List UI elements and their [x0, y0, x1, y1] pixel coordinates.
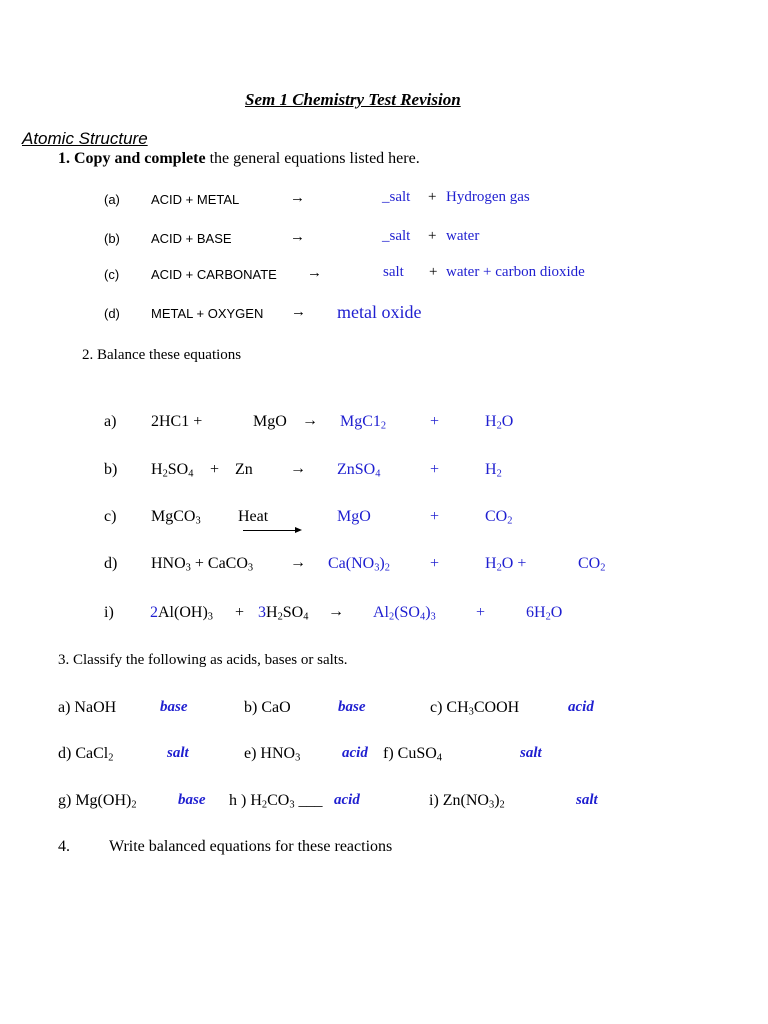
section-heading: Atomic Structure — [22, 129, 148, 148]
arrow-icon: → — [290, 460, 306, 477]
arrow-icon — [295, 527, 302, 533]
q2-plus-reactants: + — [235, 604, 245, 621]
q1-answer-2: water — [446, 228, 480, 244]
arrow-icon: → — [290, 229, 305, 245]
arrow-icon: → — [328, 603, 344, 620]
q2-reactant-1: 2HC1 + — [151, 413, 203, 430]
q3-item-a: a) NaOH — [58, 699, 117, 716]
q1-lhs: ACID + BASE — [151, 231, 232, 246]
q1-answer-1: salt — [383, 264, 404, 280]
q2-reactant-1: MgCO$_3$ — [151, 508, 201, 527]
coefficient: 2 — [150, 604, 158, 621]
q3-item-b: b) CaO — [244, 699, 291, 716]
q1-label: (a) — [104, 192, 120, 207]
q1-plus: + — [428, 228, 437, 244]
q1-lhs: METAL + OXYGEN — [151, 306, 264, 321]
q2-product-2: $6H_2O$ — [526, 604, 563, 623]
q2-plus: + — [476, 604, 486, 621]
q3-answer-d: salt — [167, 745, 189, 761]
q3-answer-i: salt — [576, 792, 598, 808]
q2-reactants: $HNO_3$ + CaCO$_3$ — [151, 555, 254, 574]
q1-label: (b) — [104, 231, 120, 246]
q2-product-1: MgO — [337, 508, 371, 525]
q4-number: 4. — [58, 838, 70, 855]
q3-answer-a: base — [160, 699, 188, 715]
q2-reactant-1: $2Al(OH)_3$ — [150, 604, 213, 623]
q2-plus: + — [430, 508, 440, 525]
arrow-icon: → — [290, 190, 305, 206]
q3-heading: 3. Classify the following as acids, bases or salts. — [58, 652, 348, 668]
q2-product-1: $Ca(NO_3)_2$ — [328, 555, 390, 574]
arrow-icon: → — [302, 412, 318, 429]
q3-item-e: e) $HNO_3$ — [244, 745, 301, 764]
q2-label: b) — [104, 461, 118, 478]
q3-item-c: c) $CH_3COOH$ — [430, 699, 520, 718]
q2-product-2: $CO_2$ — [485, 508, 513, 527]
q1-lhs: ACID + METAL — [151, 192, 240, 207]
q2-product-3: $CO_2$ — [578, 555, 606, 574]
q1-answer-2: Hydrogen gas — [446, 189, 530, 205]
heat-label: Heat — [238, 508, 269, 525]
q2-product-1: $MgC1_2$ — [340, 413, 387, 432]
q2-label: d) — [104, 555, 118, 572]
q1-heading — [58, 150, 420, 168]
q3-item-i: i) $Zn(NO_3)_2$ — [429, 792, 505, 811]
q1-label: (c) — [104, 267, 120, 282]
q2-reactant-1: $H_2SO_4$ — [151, 461, 194, 480]
q3-answer-e: acid — [342, 745, 368, 761]
q2-plus: + — [430, 413, 440, 430]
coefficient: 3 — [258, 604, 266, 621]
q1-lead-rest: the general equations listed here. — [205, 150, 420, 167]
q4-text: Write balanced equations for these reactions — [109, 838, 393, 855]
q3-answer-b: base — [338, 699, 366, 715]
q3-item-g: g) $Mg(OH)_2$ — [58, 792, 137, 811]
q1-plus: + — [428, 189, 437, 205]
q1-label: (d) — [104, 306, 120, 321]
q2-product-1: ZnSO$_4$ — [337, 461, 381, 480]
q1-answer-1: metal oxide — [337, 302, 422, 322]
q2-product-2: $H_2O$ + — [485, 555, 527, 574]
q3-answer-c: acid — [568, 699, 594, 715]
heat-arrow-line — [243, 530, 295, 531]
q2-label: c) — [104, 508, 117, 525]
q2-product-2: $H_2O$ — [485, 413, 514, 432]
q1-lead-bold: 1. Copy and complete — [58, 150, 206, 167]
arrow-icon: → — [307, 265, 322, 281]
q3-answer-f: salt — [520, 745, 542, 761]
q2-label: a) — [104, 413, 117, 430]
q2-product-1: $Al_2(SO_4)_3$ — [373, 604, 436, 623]
q2-label: i) — [104, 604, 114, 621]
q2-plus: + — [430, 461, 440, 478]
q3-answer-h: acid — [334, 792, 360, 808]
q3-item-d: d) CaCl$_2$ — [58, 745, 114, 764]
q2-reactant-2: $3H_2SO_4$ — [258, 604, 309, 623]
q1-answer-1: _salt — [382, 228, 411, 244]
arrow-icon: → — [290, 554, 306, 571]
q1-answer-1: _salt — [382, 189, 411, 205]
q1-plus: + — [429, 264, 438, 280]
q3-answer-g: base — [178, 792, 206, 808]
q1-answer-2: water + carbon dioxide — [446, 264, 585, 280]
page-title: Sem 1 Chemistry Test Revision — [245, 90, 461, 109]
q3-item-f: f) CuSO$_4$ — [383, 745, 442, 764]
q2-product-2: $H_2$ — [485, 461, 502, 480]
q1-lhs: ACID + CARBONATE — [151, 267, 277, 282]
q2-reactant-2: MgO — [253, 413, 287, 430]
arrow-icon: → — [291, 304, 306, 320]
q2-plus-reactants: + — [210, 461, 220, 478]
q3-item-h: h ) $H_2CO_3$ ___ — [229, 792, 323, 811]
q2-plus: + — [430, 555, 440, 572]
q2-reactant-2: Zn — [235, 461, 253, 478]
q2-heading: 2. Balance these equations — [82, 347, 242, 363]
